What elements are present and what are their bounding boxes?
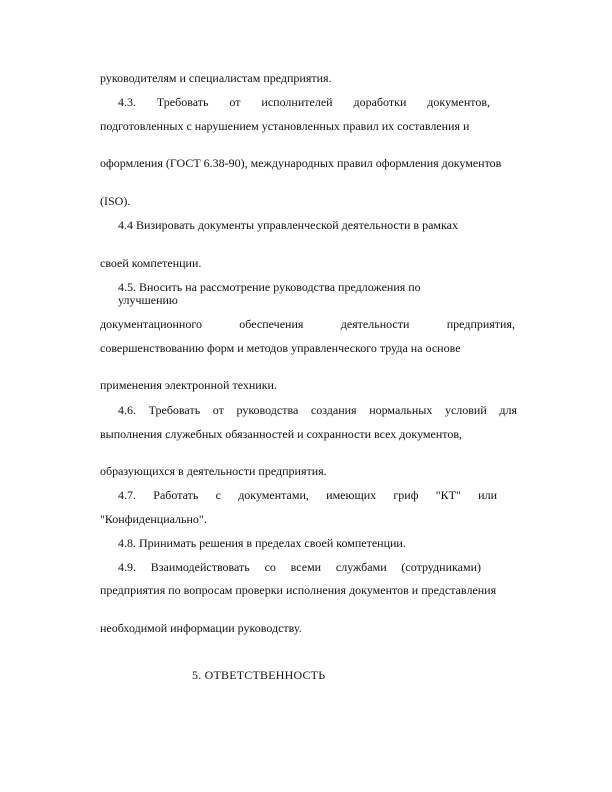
text-line: предприятия по вопросам проверки исполнения документов и представления xyxy=(100,583,497,597)
text-line: оформления (ГОСТ 6.38-90), международных правил оформления документов xyxy=(100,156,502,170)
text-line: 4.7. Работать с документами, имеющих гриф "КТ" или xyxy=(118,488,497,502)
text-line: 4.9. Взаимодействовать со всеми службами (сотрудниками) xyxy=(118,560,481,574)
text-line: необходимой информации руководству. xyxy=(100,621,302,635)
text-line: 4.4 Визировать документы управленческой деятельности в рамках xyxy=(118,218,458,232)
text-line: применения электронной техники. xyxy=(100,378,277,392)
text-line: документационного обеспечения деятельности предприятия, xyxy=(100,317,515,331)
text-line: 4.3. Требовать от исполнителей доработки документов, xyxy=(118,95,490,109)
text-line: "Конфиденциально". xyxy=(100,512,207,526)
text-line: образующихся в деятельности предприятия. xyxy=(100,464,327,478)
text-line: 4.8. Принимать решения в пределах своей компетенции. xyxy=(118,536,406,550)
text-line: 4.6. Требовать от руководства создания нормальных условий для xyxy=(118,403,517,417)
text-line: подготовленных с нарушением установленных правил их составления и xyxy=(100,119,470,133)
text-line: своей компетенции. xyxy=(100,256,202,270)
text-line: 4.5. Вносить на рассмотрение руководства предложения по улучшению xyxy=(118,280,421,307)
text-line: руководителям и специалистам предприятия. xyxy=(100,71,332,85)
text-line: выполнения служебных обязанностей и сохранности всех документов, xyxy=(100,427,462,441)
text-line: совершенствованию форм и методов управленческого труда на основе xyxy=(100,341,461,355)
text-line: (ISO). xyxy=(100,194,131,208)
section-heading: 5. ОТВЕТСТВЕННОСТЬ xyxy=(192,668,326,682)
